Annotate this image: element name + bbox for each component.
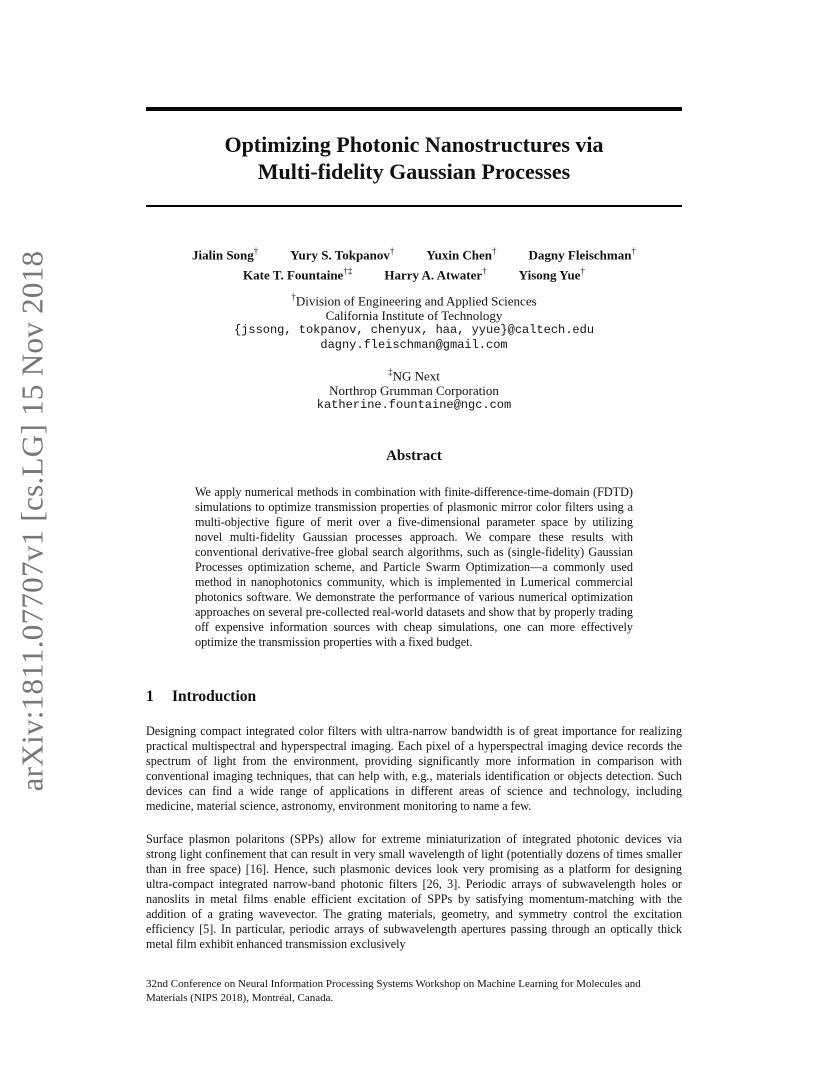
title-line-2: Multi-fidelity Gaussian Processes (257, 159, 571, 184)
paper-title (146, 131, 682, 185)
section-heading (146, 688, 256, 706)
conference-footnote: 32nd Conference on Neural Information Processing Systems Workshop on Machine Learning for Molecules and Materials (NIPS 2018), Montréal, Canada. (146, 978, 641, 1004)
affiliation-dept: ‡NG Next (388, 367, 440, 384)
affiliation-caltech (146, 290, 682, 353)
affiliation-email: {jssong, tokpanov, chenyux, haa, yyue}@caltech.edu (233, 323, 595, 338)
author-row-2 (146, 263, 682, 283)
intro-paragraph-2: Surface plasmon polaritons (SPPs) allow for extreme miniaturization of integrated photonic devices via strong light confinement that can result in very small wavelength of light (potentially dozens of times smaller than in free space) [16]. Hence, such plasmonic devices look very promising as a platform for designing ultra-compact integrated narrow-band photonic filters [26, 3]. Periodic arrays of subwavelength holes or nanoslits in metal films enable efficient excitation of SPPs by satisfying momentum-matching with the addition of a grating wavevector. The grating materials, geometry, and symmetry control the excitation efficiency [5]. In particular, periodic arrays of subwavelength apertures passing through an optically thick metal film exhibit enhanced transmission exclusively (146, 832, 682, 951)
citation-link[interactable]: [26, 3] (422, 877, 458, 891)
abstract-heading: Abstract (386, 448, 442, 464)
citation-link[interactable]: [5] (199, 922, 214, 936)
title-rule-top (146, 107, 682, 111)
abstract-body: We apply numerical methods in combination with finite-difference-time-domain (FDTD) simulations to optimize transmission properties of plasmonic mirror color filters using a multi-objective figure of merit over a five-dimensional parameter space by utilizing novel multi-fidelity Gaussian processes approach. We compare these results with conventional derivative-free global search algorithms, such as (single-fidelity) Gaussian Processes optimization scheme, and Particle Swarm Optimization—a commonly used method in nanophotonics community, which is implemented in Lumerical commercial photonics software. We demonstrate the performance of various numerical optimization approaches on several pre-collected real-world datasets and show that by properly trading off expensive information sources with cheap simulations, one can more effectively optimize the transmission properties with a fixed budget. (195, 485, 633, 649)
affiliation-email: dagny.fleischman@gmail.com (320, 338, 508, 353)
title-line-1: Optimizing Photonic Nanostructures via (224, 132, 604, 157)
author-row-1 (146, 243, 682, 263)
author: Dagny Fleischman† (528, 246, 636, 263)
author: Kate T. Fountaine†‡ (243, 266, 353, 283)
arxiv-sidebar-stamp (14, 250, 50, 792)
title-rule-bottom (146, 205, 682, 207)
affiliation-email: katherine.fountaine@ngc.com (316, 398, 512, 413)
affiliation-dept: †Division of Engineering and Applied Sciences (291, 292, 537, 309)
author: Yisong Yue† (518, 266, 585, 283)
intro-paragraph-1: Designing compact integrated color filters with ultra-narrow bandwidth is of great importance for realizing practical multispectral and hyperspectral imaging. Each pixel of a hyperspectral imaging device records the spectrum of light from the environment, providing significantly more information in comparison with conventional imaging techniques, that can help with, e.g., materials identification or objects detection. Such devices can find a wide range of applications in different areas of science and technology, including medicine, material science, astronomy, environment monitoring to name a few. (146, 724, 682, 813)
affiliation-institution: California Institute of Technology (325, 308, 503, 324)
affiliation-northrop (146, 365, 682, 413)
affiliation-institution: Northrop Grumman Corporation (329, 383, 499, 399)
citation-link[interactable]: [16] (245, 862, 267, 876)
author: Yuxin Chen† (426, 246, 497, 263)
author: Yury S. Tokpanov† (290, 246, 395, 263)
author-list (146, 243, 682, 284)
author: Jialin Song† (192, 246, 259, 263)
author: Harry A. Atwater† (384, 266, 487, 283)
arxiv-identifier: arXiv:1811.07707v1 [cs.LG] 15 Nov 2018 (14, 250, 49, 792)
section-title: Introduction (172, 688, 257, 705)
section-number: 1 (146, 688, 154, 705)
